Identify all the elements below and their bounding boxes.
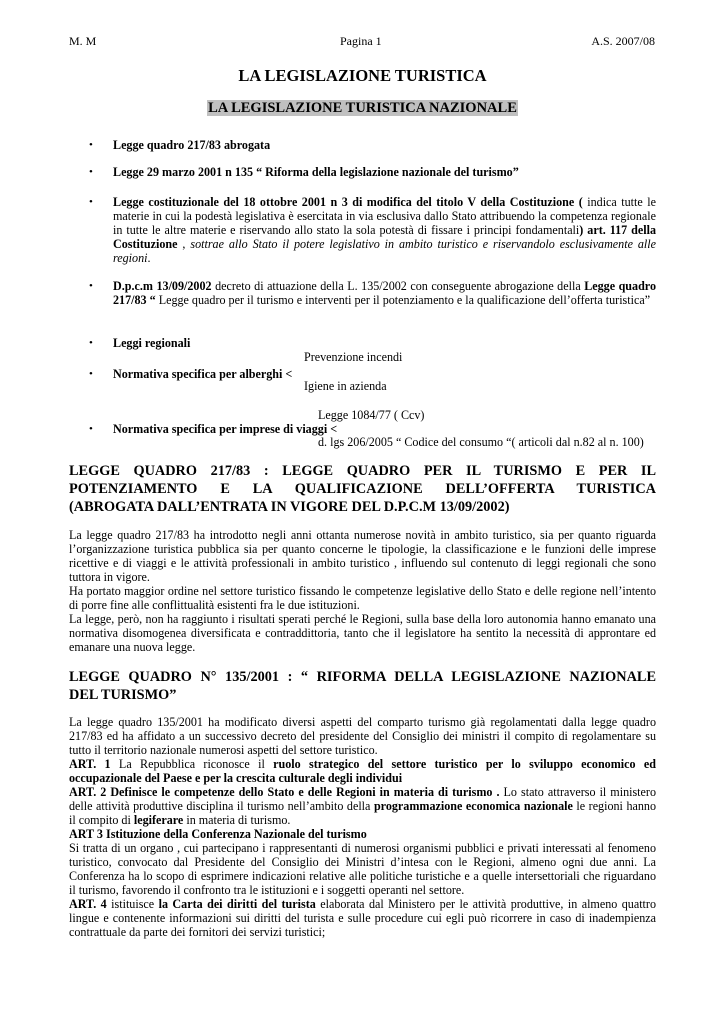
art2-text: le regioni hanno [572,799,656,813]
header-school-year: A.S. 2007/08 [591,34,655,48]
art1-line [69,757,656,771]
paragraph-line: 217/83 ed ha affidato a un successivo decreto del presidente del Consiglio dei ministri il compito di regolamentare su [69,729,656,743]
header-author: M. M [69,34,97,48]
art2-text: Lo stato attraverso il ministero [499,785,656,799]
paragraph-line: turistico, convocato dal Presidente del Consiglio dei Ministri d’intesa con le Regioni, almeno ogni due anni. La [69,855,656,869]
bullet-icon: • [89,368,93,380]
bullet-text: Normativa specifica per alberghi < [113,367,293,381]
art1-label: ART. 1 [69,757,111,771]
paragraph-line: Conferenza ha lo scopo di esprimere indicazioni relative alle politiche turistiche e a quelle intersettoriali che riguardano [69,869,656,883]
art4-text: istituisce [106,897,159,911]
bullet-text: . [147,251,151,265]
paragraph-line: tuttora in vigore. [69,570,150,584]
bullet-icon: • [89,196,93,208]
art3-heading-text: ART 3 Istituzione della Conferenza Nazionale del turismo [69,827,367,841]
paragraph-line: ricettive e di viaggi e le attività professionali in ambito turistico , influendo sul contenuto di leggi regionali che sono [69,556,656,570]
bullet-icon: • [89,337,93,349]
sub-item-igiene: Igiene in azienda [304,379,387,393]
bullet-legge-costituzionale [113,195,656,265]
art2-line [69,785,656,799]
art2-text: delle attività produttive disciplina il turismo nell’ambito della [69,799,374,813]
bullet-text: Leggi regionali [113,336,191,350]
heading-line: POTENZIAMENTO E LA QUALIFICAZIONE DELL’OFFERTA TURISTICA [69,481,656,497]
bullet-icon: • [89,139,93,151]
art1-bold-cont: occupazionale del Paese e per la crescita culturale degli individui [69,771,403,785]
bullet-icon: • [89,423,93,435]
paragraph-line: emanare una nuova legge. [69,640,196,654]
sub-item-legge-1084: Legge 1084/77 ( Ccv) [318,408,425,422]
paragraph-line: lingue e contenente informazioni sui diritti del turista e sulle procedure cui egli può ricorrere in caso di inadempienza [69,911,656,925]
art2-line-2 [69,799,656,813]
art2-line-3 [69,813,656,827]
bullet-bold: Legge quadro 217/83 “ [113,279,657,307]
art4-line [69,897,656,911]
paragraph-line: il turismo, favorendo il confronto tra le istituzioni e i soggetti operanti nel settore. [69,883,465,897]
section2-paragraph [69,715,656,939]
bullet-text: Legge 29 marzo 2001 n 135 “ Riforma della legislazione nazionale del turismo” [113,165,519,179]
paragraph-line: Ha portato maggior ordine nel settore turistico fissando le competenze legislative dello Stato e delle regione nell’intento [69,584,656,598]
bullet-text: Normativa specifica per imprese di viaggi < [113,422,338,436]
section-heading-legge-217 [69,462,656,516]
art2-text: il compito di [69,813,134,827]
paragraph-line: La legge quadro 135/2001 ha modificato diversi aspetti del comparto turismo già regolamentati dalla legge quadro [69,715,656,729]
section1-paragraph [69,528,656,654]
paragraph-line: contrattuale da parte dei fornitori dei servizi turistici; [69,925,326,939]
bullet-bold: Legge costituzionale del 18 ottobre 2001 n 3 di modifica del titolo V della Costituzione ( [113,195,583,209]
page-title: LA LEGISLAZIONE TURISTICA [238,66,487,85]
art2-bold: legiferare [133,813,184,827]
art4-bold: la Carta dei diritti del turista [158,897,316,911]
bullet-leggi-regionali [113,336,656,350]
paragraph-line: La legge quadro 217/83 ha introdotto negli anni ottanta numerose novità in ambito turistico, sia per quanto riguarda [69,528,656,542]
paragraph-line: normativa disomogenea diversificata e contraddittoria, tanto che il legislatore ha sentito la necessità di approntare ed [69,626,656,640]
art2-bold: ART. 2 Definisce le competenze dello Stato e delle Regioni in materia di turismo . [69,785,500,799]
art1-bold: ruolo strategico del settore turistico per lo sviluppo economico ed [273,757,656,771]
bullet-italic: sottrae allo Stato il potere legislativo in ambito turistico e riservandolo esclusivamente alle regioni [113,237,656,265]
bullet-viaggi [113,422,656,436]
paragraph-line: di porre fine alle conflittualità esistenti fra le due istituzioni. [69,598,360,612]
art3-heading [69,827,656,841]
art4-text: elaborata dal Ministero per le attività produttive, in almeno quattro [315,897,656,911]
bullet-legge-135 [113,165,656,179]
bullet-icon: • [89,280,93,292]
art1-line-2 [69,771,656,785]
paragraph-line: Si tratta di un organo , cui partecipano i rappresentanti di numerosi organismi pubblici e privati interessati al fenomeno [69,841,656,855]
sub-item-prevenzione: Prevenzione incendi [304,350,403,364]
bullet-dpcm [113,279,656,307]
bullet-text: , [177,237,191,251]
header-page-number: Pagina 1 [340,34,382,48]
heading-line: LEGGE QUADRO 217/83 : LEGGE QUADRO PER IL TURISMO E PER IL [69,463,656,479]
paragraph-line: La legge, però, non ha raggiunto i risultati sperati perché le Regioni, sulla base della loro autonomia hanno emanato una [69,612,656,626]
paragraph-line: l’organizzazione turistica pubblica sia per quanto concerne le tipologie, la classificazione e le funzioni delle imprese [69,542,656,556]
art4-label: ART. 4 [69,897,107,911]
art2-bold: programmazione economica nazionale [373,799,573,813]
heading-line: DEL TURISMO” [69,687,177,703]
page-subtitle [0,101,725,115]
bullet-text: Legge quadro 217/83 abrogata [113,138,271,152]
bullet-text: decreto di attuazione della L. 135/2002 con conseguente abrogazione della [211,279,585,293]
paragraph-line: tutto il territorio nazionale numerosi aspetti del settore turistico. [69,743,378,757]
bullet-text: indica tutte le materie in cui la podestà legislativa è esercitata in via esclusiva dallo Stato attribuendo la competenza regionale in tutte le altre materie e riservando allo stato la sola potestà di fissare i principi fondamentali [113,195,656,237]
bullet-bold: ) art. 117 della Costituzione [113,223,656,251]
bullet-legge-217 [113,138,656,152]
bullet-icon: • [89,166,93,178]
art1-text: La Repubblica riconosce il [110,757,274,771]
bullet-bold: D.p.c.m 13/09/2002 [113,279,212,293]
sub-item-codice-consumo: d. lgs 206/2005 “ Codice del consumo “( articoli dal n.82 al n. 100) [318,435,644,449]
heading-line: (ABROGATA DALL’ENTRATA IN VIGORE DEL D.P.C.M 13/09/2002) [69,499,510,515]
art2-text: in materia di turismo. [183,813,291,827]
bullet-text: Legge quadro per il turismo e interventi per il potenziamento e la qualificazione dell’offerta turistica” [155,293,651,307]
subtitle-text: LA LEGISLAZIONE TURISTICA NAZIONALE [208,100,517,116]
heading-line: LEGGE QUADRO N° 135/2001 : “ RIFORMA DELLA LEGISLAZIONE NAZIONALE [69,669,656,685]
section-heading-legge-135 [69,668,656,704]
